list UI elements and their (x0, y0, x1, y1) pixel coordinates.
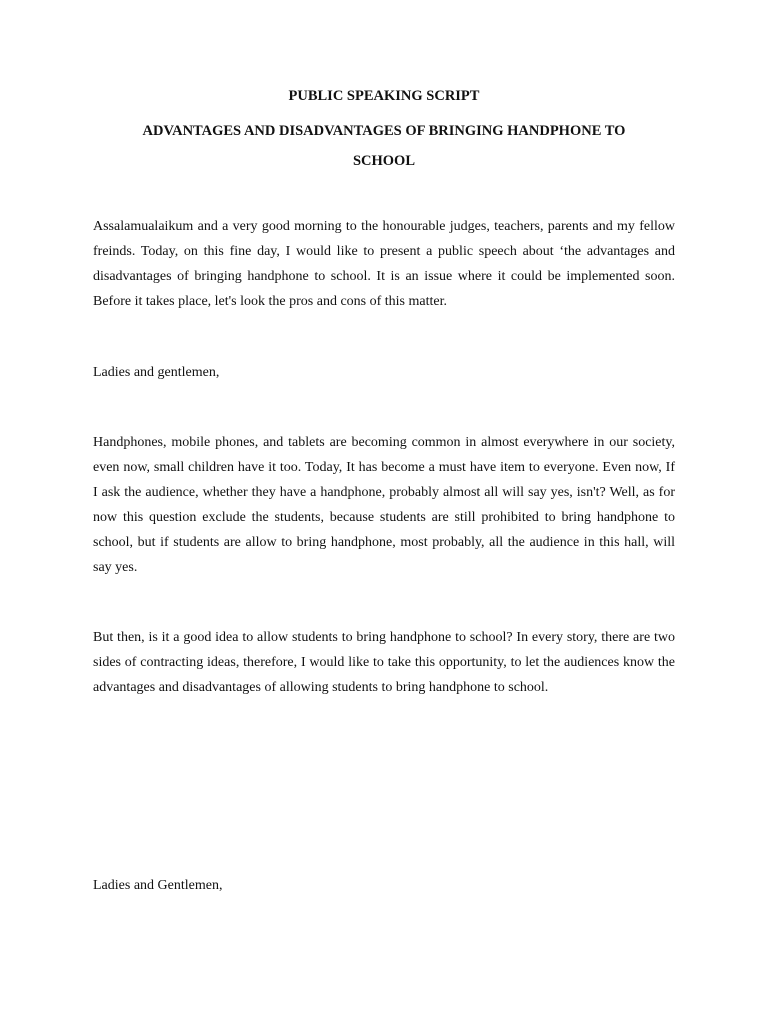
paragraph-salutation-2: Ladies and Gentlemen, (93, 878, 223, 893)
paragraph-handphones-common: Handphones, mobile phones, and tablets are becoming common in almost everywhere in our society, even now, small children have it too. Today, It has become a must have item to everyone. Even now, If I ask the audience, whether they have a handphone, probably almost all will say yes, isn't? Well, as for now this question exclude the students, because students are still prohibited to bring handphone to school, but if students are allow to bring handphone, most probably, all the audience in this hall, will say yes. (93, 435, 675, 575)
document-subtitle: ADVANTAGES AND DISADVANTAGES OF BRINGING HANDPHONE TO SCHOOL (142, 123, 626, 169)
paragraph-good-idea: But then, is it a good idea to allow students to bring handphone to school? In every story, there are two sides of contracting ideas, therefore, I would like to take this opportunity, to let the audiences know the advantages and disadvantages of allowing students to bring handphone to school. (93, 630, 675, 695)
document-title: PUBLIC SPEAKING SCRIPT (288, 88, 480, 104)
paragraph-salutation: Ladies and gentlemen, (93, 365, 220, 380)
paragraph-greeting: Assalamualaikum and a very good morning to the honourable judges, teachers, parents and my fellow freinds. Today, on this fine day, I would like to present a public speech about ‘the advantages and disadvantages of bringing handphone to school. It is an issue where it could be implemented soon. Before it takes place, let's look the pros and cons of this matter. (93, 219, 675, 309)
